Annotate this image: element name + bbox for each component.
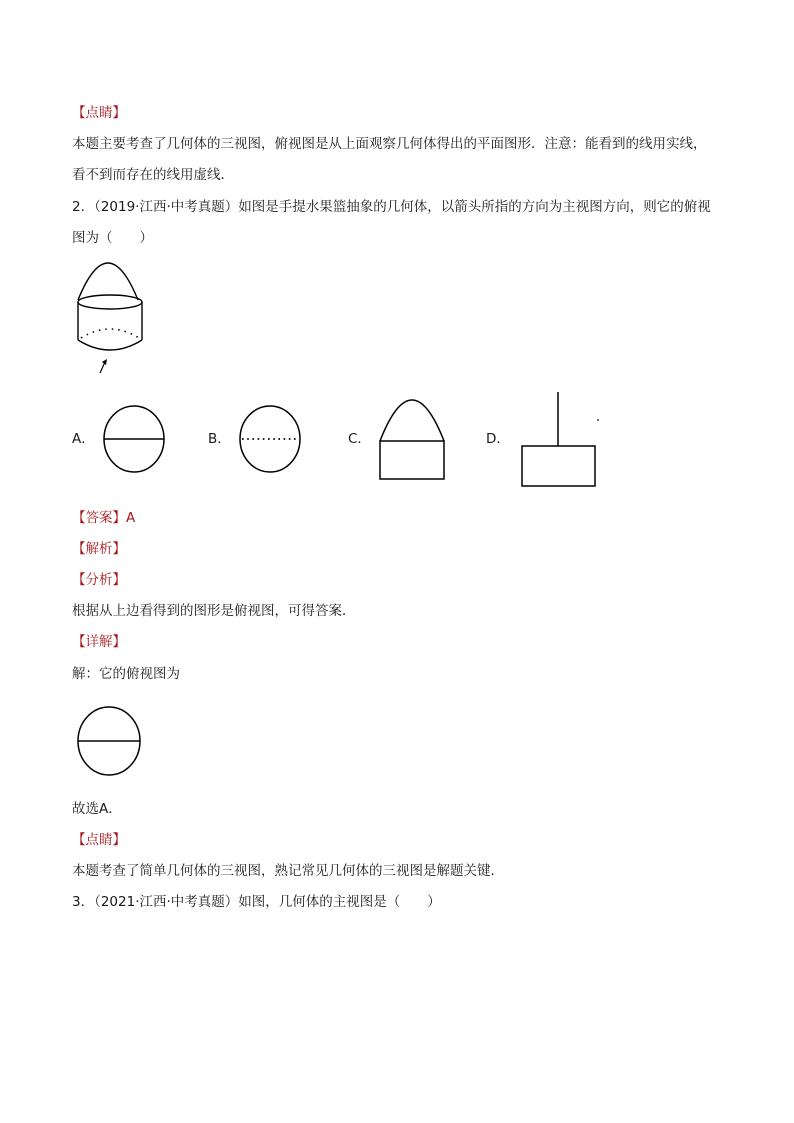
fenxi-heading: 【分析】 bbox=[72, 572, 126, 588]
answer-line bbox=[72, 508, 135, 528]
question-2-line-1: 2．（2019·江西·中考真题）如图是手提水果篮抽象的几何体，以箭头所指的方向为主视图方向，则它的俯视 bbox=[72, 199, 711, 215]
solution-figure bbox=[76, 704, 144, 778]
option-b-figure bbox=[238, 404, 304, 474]
option-c-label: C． bbox=[348, 431, 371, 447]
question-2-figure bbox=[72, 252, 162, 377]
answer-value: A bbox=[126, 510, 136, 526]
xiangjie-text: 解：它的俯视图为 bbox=[72, 666, 180, 682]
option-a-label: A． bbox=[72, 431, 95, 447]
fenxi-text: 根据从上边看得到的图形是俯视图，可得答案． bbox=[72, 603, 356, 619]
option-d-figure bbox=[518, 390, 604, 490]
option-a-figure bbox=[102, 404, 168, 474]
dianjing-heading-1: 【点睛】 bbox=[72, 105, 126, 121]
xiangjie-heading: 【详解】 bbox=[72, 634, 126, 650]
option-b-label: B． bbox=[208, 431, 231, 447]
dianjing-heading-2: 【点睛】 bbox=[72, 832, 126, 848]
dianjing-text-1b: 看不到而存在的线用虚线． bbox=[72, 167, 234, 183]
option-d-label: D． bbox=[486, 431, 510, 447]
question-2-line-2: 图为（ ） bbox=[72, 230, 153, 246]
jiexi-heading: 【解析】 bbox=[72, 541, 126, 557]
dianjing-text-1a: 本题主要考查了几何体的三视图，俯视图是从上面观察几何体得出的平面图形．注意：能看到的线用实线， bbox=[72, 136, 707, 152]
question-3-line-1: 3．（2021·江西·中考真题）如图，几何体的主视图是（ ） bbox=[72, 894, 441, 910]
option-c-figure bbox=[376, 395, 448, 483]
xiangjie-conclusion: 故选A． bbox=[72, 801, 122, 817]
dianjing-text-2: 本题考查了简单几何体的三视图，熟记常见几何体的三视图是解题关键． bbox=[72, 863, 504, 879]
answer-heading: 【答案】 bbox=[72, 510, 126, 526]
